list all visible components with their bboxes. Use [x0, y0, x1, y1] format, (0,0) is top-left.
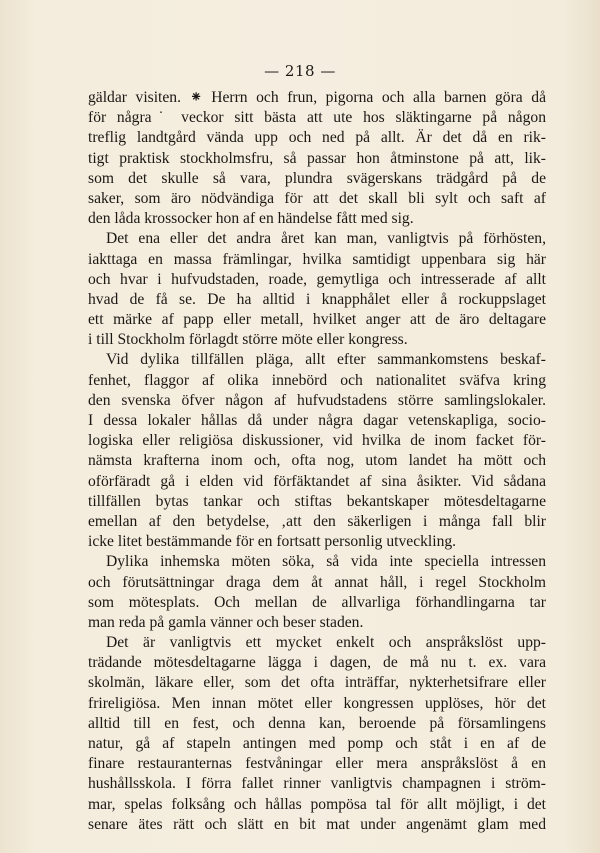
- text-line: oförfäradt gå i elden vid förfäktandet af sina åsikter. Vid sådana: [88, 472, 546, 490]
- text-line: fenhet, flaggor af olika innebörd och nationalitet sväfva kring: [88, 371, 546, 389]
- text-line: treflig landtgård vända upp och ned på allt. Är det då en rik-: [88, 129, 546, 147]
- text-line: senare ätes rätt och slätt en bit mat under angenämt glam med: [88, 815, 546, 833]
- text-line: natur, gå af stapeln antingen med pomp och ståt i en af de: [88, 735, 546, 752]
- text-line: skolmän, läkare eller, som det ofta inträffar, nykterhetsifrare eller: [88, 674, 546, 692]
- text-line: tigt praktisk stockholmsfru, så passar hon åtminstone på att, lik-: [88, 149, 546, 167]
- page-number: — 218 —: [264, 62, 336, 80]
- text-line: alltid till en fest, och denna kan, beroende på församlingens: [88, 714, 546, 732]
- text-line: i till Stockholm förlagdt större möte eller kongress.: [88, 331, 408, 349]
- text-line: den låda krossocker hon af en händelse fått med sig.: [88, 210, 414, 228]
- text-line: för några˙ veckor sitt bästa att ute hos släktingarne på någon: [88, 109, 546, 127]
- text-line: Dylika inhemska möten söka, så vida inte speciella intressen: [106, 553, 546, 571]
- text-line: och hvar i hufvudstaden, roade, gemytliga och intresserade af allt: [88, 270, 546, 288]
- text-line: Vid dylika tillfällen pläga, allt efter sammankomstens beskaf-: [106, 351, 546, 369]
- text-line: som det skulle så vara, plundra svägerskans trädgård på de: [88, 169, 546, 187]
- body-text: [88, 88, 546, 835]
- text-line: gäldar visiten. ⁕ Herrn och frun, pigorna och alla barnen göra då: [88, 89, 546, 106]
- text-line: som mötesplats. Och mellan de allvarliga förhandlingarna tar: [88, 593, 546, 611]
- text-line: Det ena eller det andra året kan man, vanligtvis på förhösten,: [106, 230, 546, 248]
- text-line: emellan af den betydelse, ‚att den säkerligen i många fall blir: [88, 512, 546, 530]
- text-line: finare restauranternas festvåningar eller mera anspråkslöst å en: [88, 755, 546, 773]
- text-line: frireligiösa. Men innan mötet eller kongressen upplöses, hör det: [88, 694, 546, 712]
- text-line: nämsta krafterna inom och, ofta nog, utom landet ha mött och: [88, 452, 546, 470]
- text-line: man reda på gamla vänner och beser staden.: [88, 613, 364, 631]
- text-line: ett märke af papp eller metall, hvilket anger att de äro deltagare: [88, 311, 546, 329]
- text-line: iakttaga en massa främlingar, hvilka samtidigt uppenbara sig här: [88, 250, 546, 268]
- text-line: och förutsättningar draga dem åt annat håll, i regel Stockholm: [88, 573, 546, 591]
- text-line: icke litet bestämmande för en fortsatt personlig utveckling.: [88, 533, 457, 551]
- text-line: Det är vanligtvis ett mycket enkelt och anspråkslöst upp-: [106, 634, 546, 652]
- text-line: logiska eller religiösa diskussioner, vid hvilka de inom facket för-: [88, 432, 546, 450]
- text-line: den svenska öfver någon af hufvudstadens större samlingslokaler.: [88, 391, 546, 409]
- text-line: tillfällen bytas tankar och stiftas bekantskaper mötesdeltagarne: [88, 492, 546, 510]
- text-line: mar, spelas folksång och hållas pompösa tal för allt möjligt, i det: [88, 795, 546, 813]
- text-line: saker, som äro nödvändiga för att det skall bli sylt och saft af: [88, 189, 546, 207]
- text-line: I dessa lokaler hållas då under några dagar vetenskapliga, socio-: [88, 412, 546, 429]
- text-line: trädande mötesdeltagarne lägga i dagen, de må nu t. ex. vara: [88, 654, 546, 672]
- text-line: hushållsskola. I förra fallet rinner vanligtvis champagnen i ström-: [88, 775, 546, 793]
- text-line: hvad de få se. De ha alltid i knapphålet eller å rockuppslaget: [88, 290, 546, 308]
